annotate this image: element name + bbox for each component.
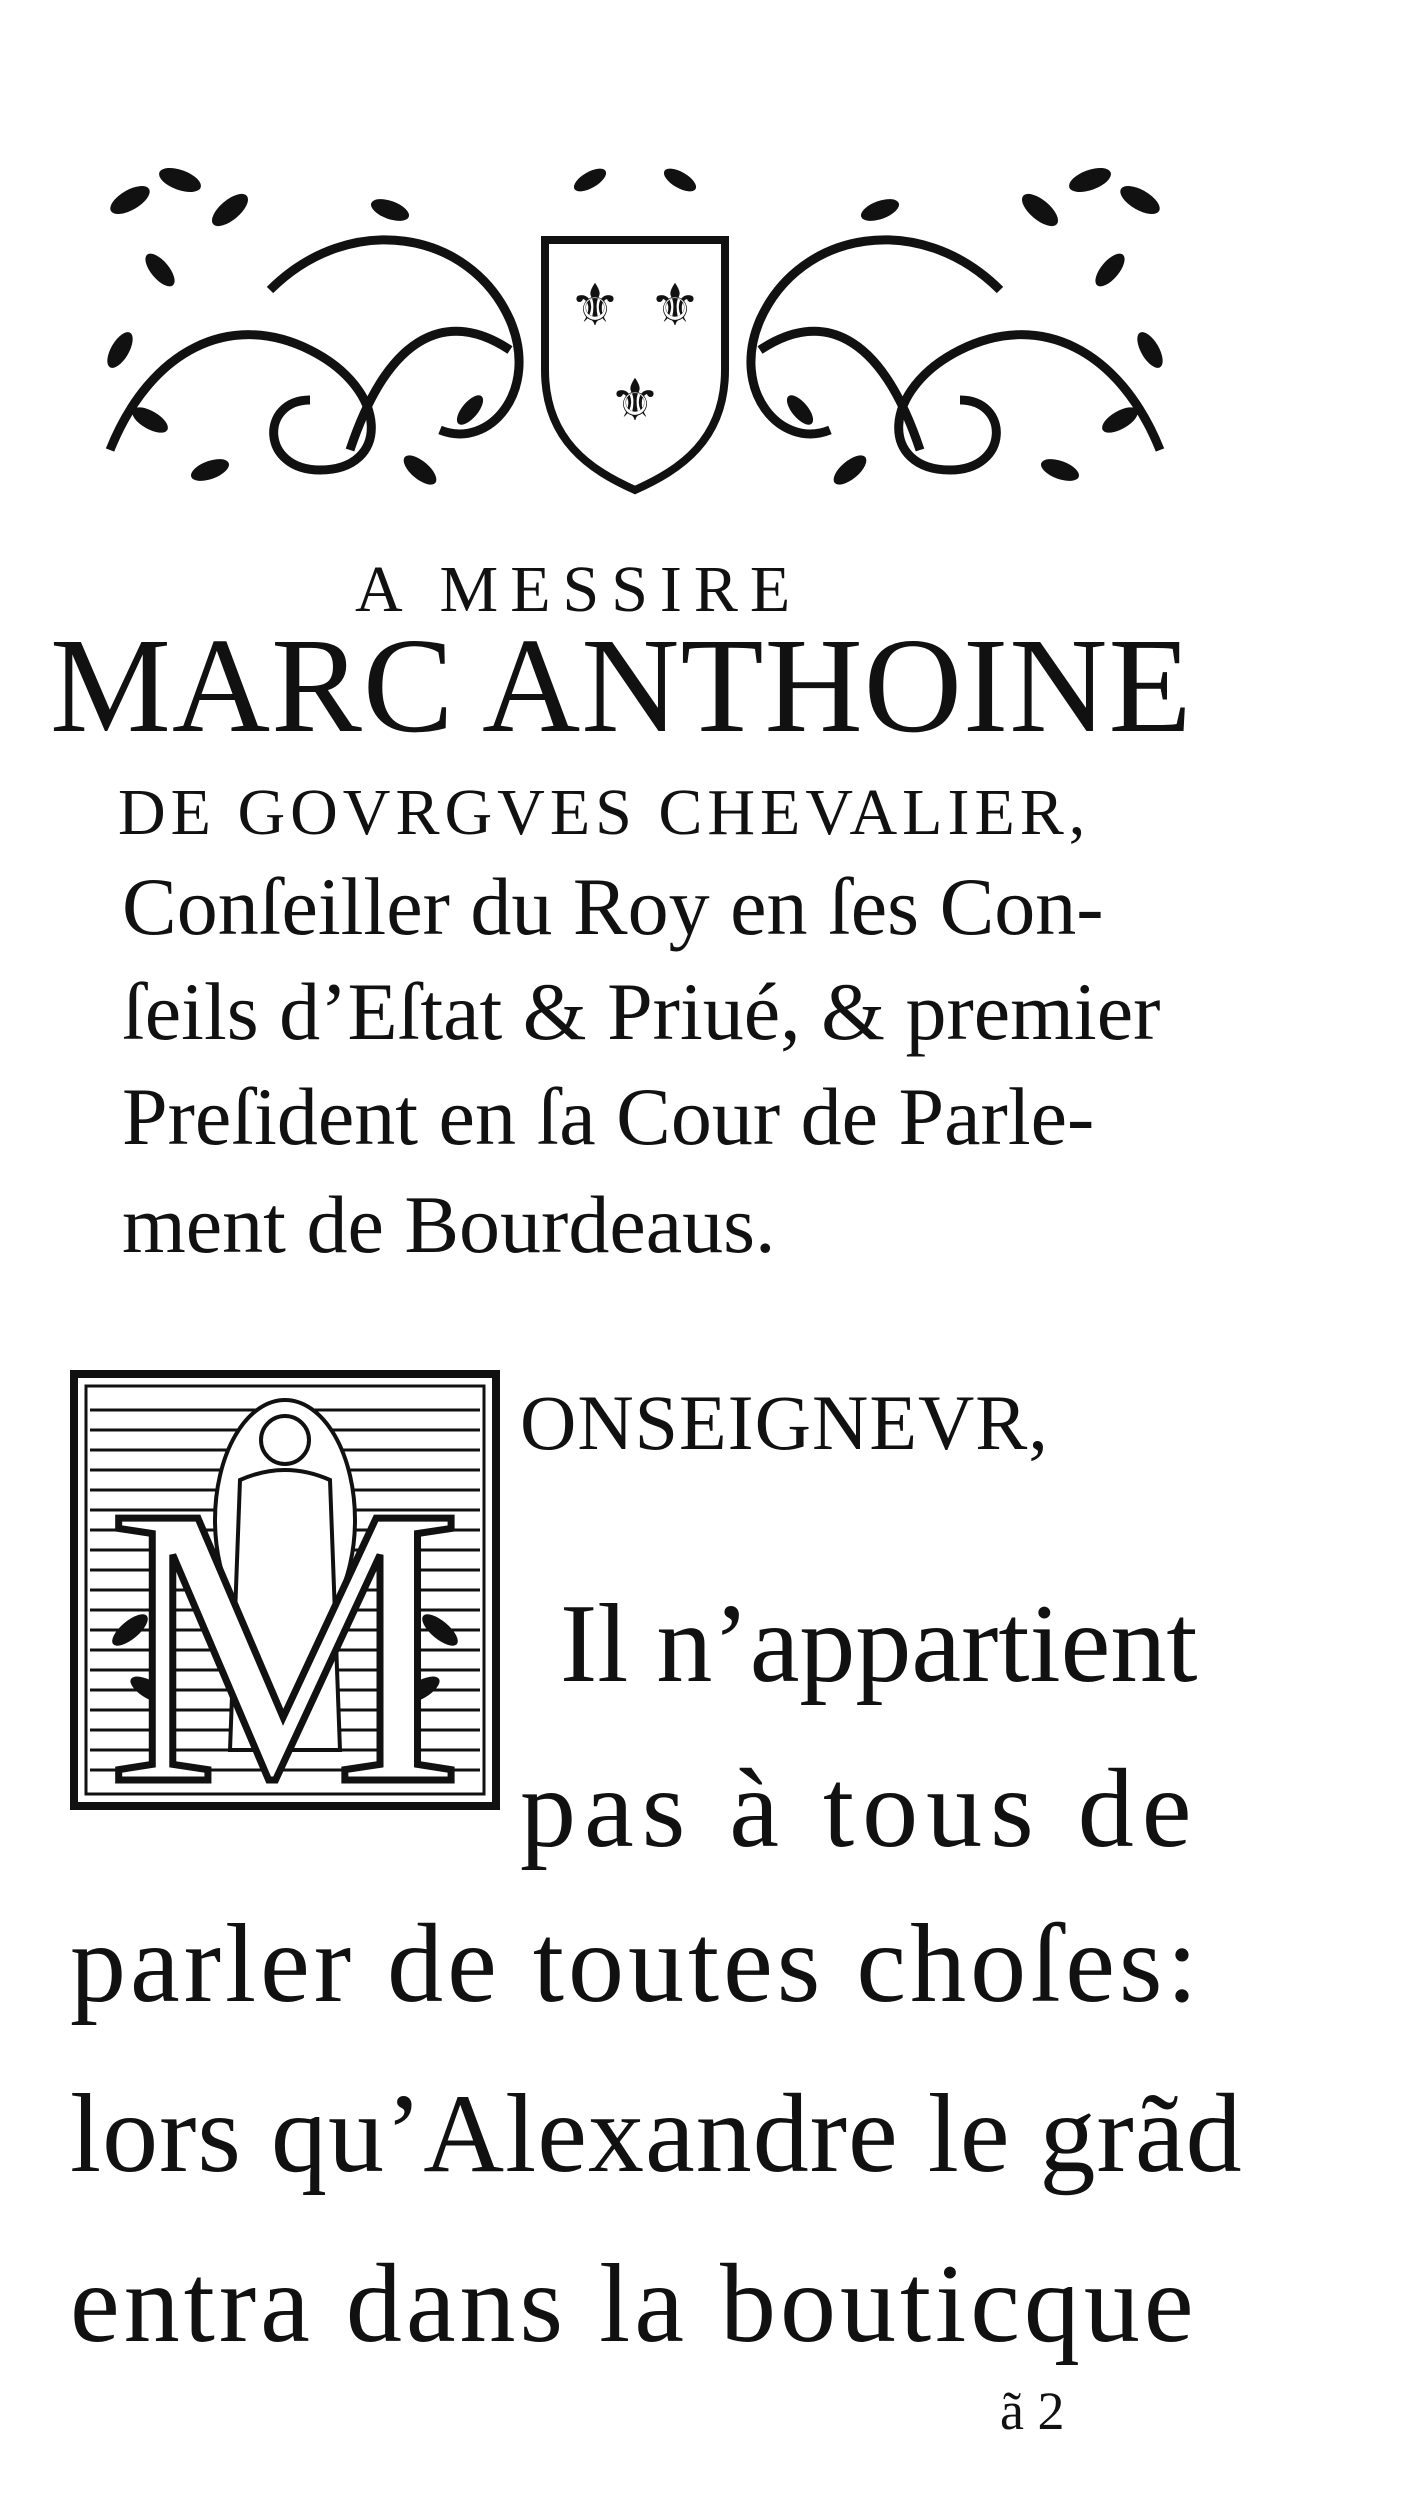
dedicatee-title-line-2: ſeils d’Eſtat & Priué, & premier [122,966,1161,1057]
dedicatee-family-title: DE GOVRGVES CHEVALIER, [118,776,1091,849]
svg-text:⚜: ⚜ [569,271,621,339]
decorated-initial [70,1370,500,1810]
signature-mark: ã 2 [1000,2381,1065,2441]
body-line-5: entra dans la bouticque [70,2242,1198,2366]
headpiece-ornament [90,150,1180,500]
initial-letter-m: M [107,1424,463,1810]
dedicatee-name: MARC ANTHOINE [50,611,1193,761]
dedicatee-title-line-1: Conſeiller du Roy en ſes Con- [122,861,1104,952]
dedication-to: A MESSIRE [355,553,803,626]
body-line-3: parler de toutes choſes: [70,1902,1202,2026]
dedicatee-title-line-3: Preſident en ſa Cour de Parle- [122,1071,1095,1162]
body-line-2: pas à tous de [520,1747,1200,1871]
body-line-4: lors qu’Alexandre le grãd [70,2072,1243,2196]
body-line-1: Il n’appartient [560,1582,1198,1706]
dedicatee-title-line-4: ment de Bourdeaus. [122,1179,776,1270]
svg-text:⚜: ⚜ [609,366,661,434]
svg-text:⚜: ⚜ [649,271,701,339]
salutation: ONSEIGNEVR, [520,1379,1049,1466]
